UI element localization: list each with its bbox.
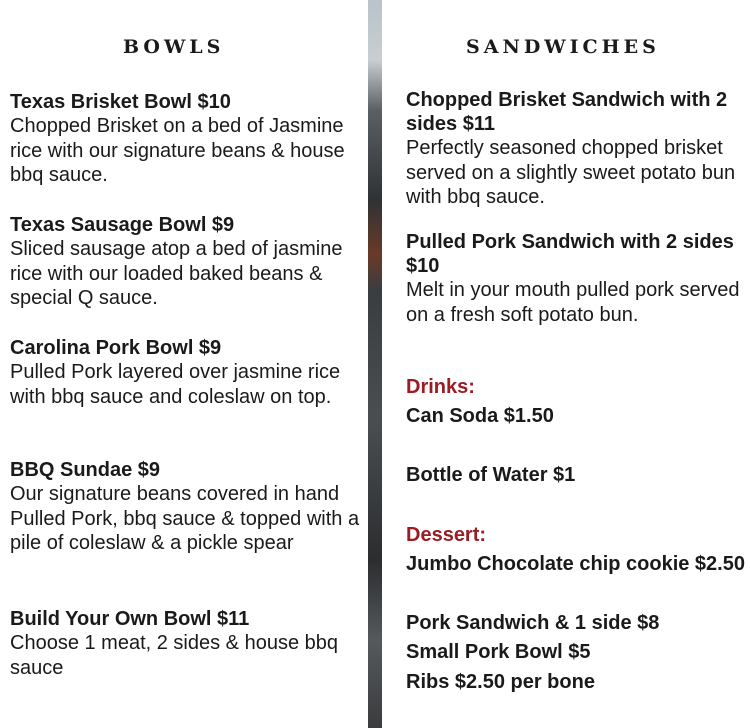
menu-item <box>10 213 360 311</box>
menu-item <box>10 607 360 680</box>
item-description: Pulled Pork layered over jasmine rice with bbq sauce and coleslaw on top. <box>10 361 341 408</box>
item-description: Choose 1 meat, 2 sides & house bbq sauce <box>10 632 338 679</box>
dessert-item: Pork Sandwich & 1 side $8 <box>406 612 660 634</box>
bowls-heading: BOWLS <box>123 36 225 58</box>
dessert-item: Small Pork Bowl $5 <box>406 641 591 663</box>
menu-item <box>10 90 360 188</box>
menu-item <box>406 230 746 327</box>
item-description: Sliced sausage atop a bed of jasmine rice with our loaded baked beans & special Q sauce. <box>10 238 343 309</box>
sandwiches-heading: SANDWICHES <box>466 36 660 58</box>
item-description: Our signature beans covered in hand Pulled Pork, bbq sauce & topped with a pile of coleslaw & a pickle spear <box>10 483 360 554</box>
drink-item: Bottle of Water $1 <box>406 464 576 486</box>
item-description: Chopped Brisket on a bed of Jasmine rice with our signature beans & house bbq sauce. <box>10 115 345 186</box>
photo-divider <box>368 0 382 728</box>
item-title: Build Your Own Bowl $11 <box>10 608 250 630</box>
item-title: Chopped Brisket Sandwich with 2 sides $11 <box>406 89 728 135</box>
dessert-item: Jumbo Chocolate chip cookie $2.50 <box>406 553 745 575</box>
item-title: Texas Sausage Bowl $9 <box>10 214 235 236</box>
item-title: BBQ Sundae $9 <box>10 459 161 481</box>
item-description: Melt in your mouth pulled pork served on a fresh soft potato bun. <box>406 279 740 326</box>
drink-item: Can Soda $1.50 <box>406 405 554 427</box>
item-description: Perfectly seasoned chopped brisket served on a slightly sweet potato bun with bbq sauce. <box>406 137 736 208</box>
menu-item <box>10 336 360 409</box>
item-title: Texas Brisket Bowl $10 <box>10 91 231 113</box>
dessert-heading: Dessert: <box>406 524 487 546</box>
menu-item <box>406 88 746 210</box>
menu-item <box>10 458 360 556</box>
item-title: Pulled Pork Sandwich with 2 sides $10 <box>406 231 734 277</box>
item-title: Carolina Pork Bowl $9 <box>10 337 222 359</box>
dessert-item: Ribs $2.50 per bone <box>406 671 595 693</box>
drinks-heading: Drinks: <box>406 376 475 398</box>
